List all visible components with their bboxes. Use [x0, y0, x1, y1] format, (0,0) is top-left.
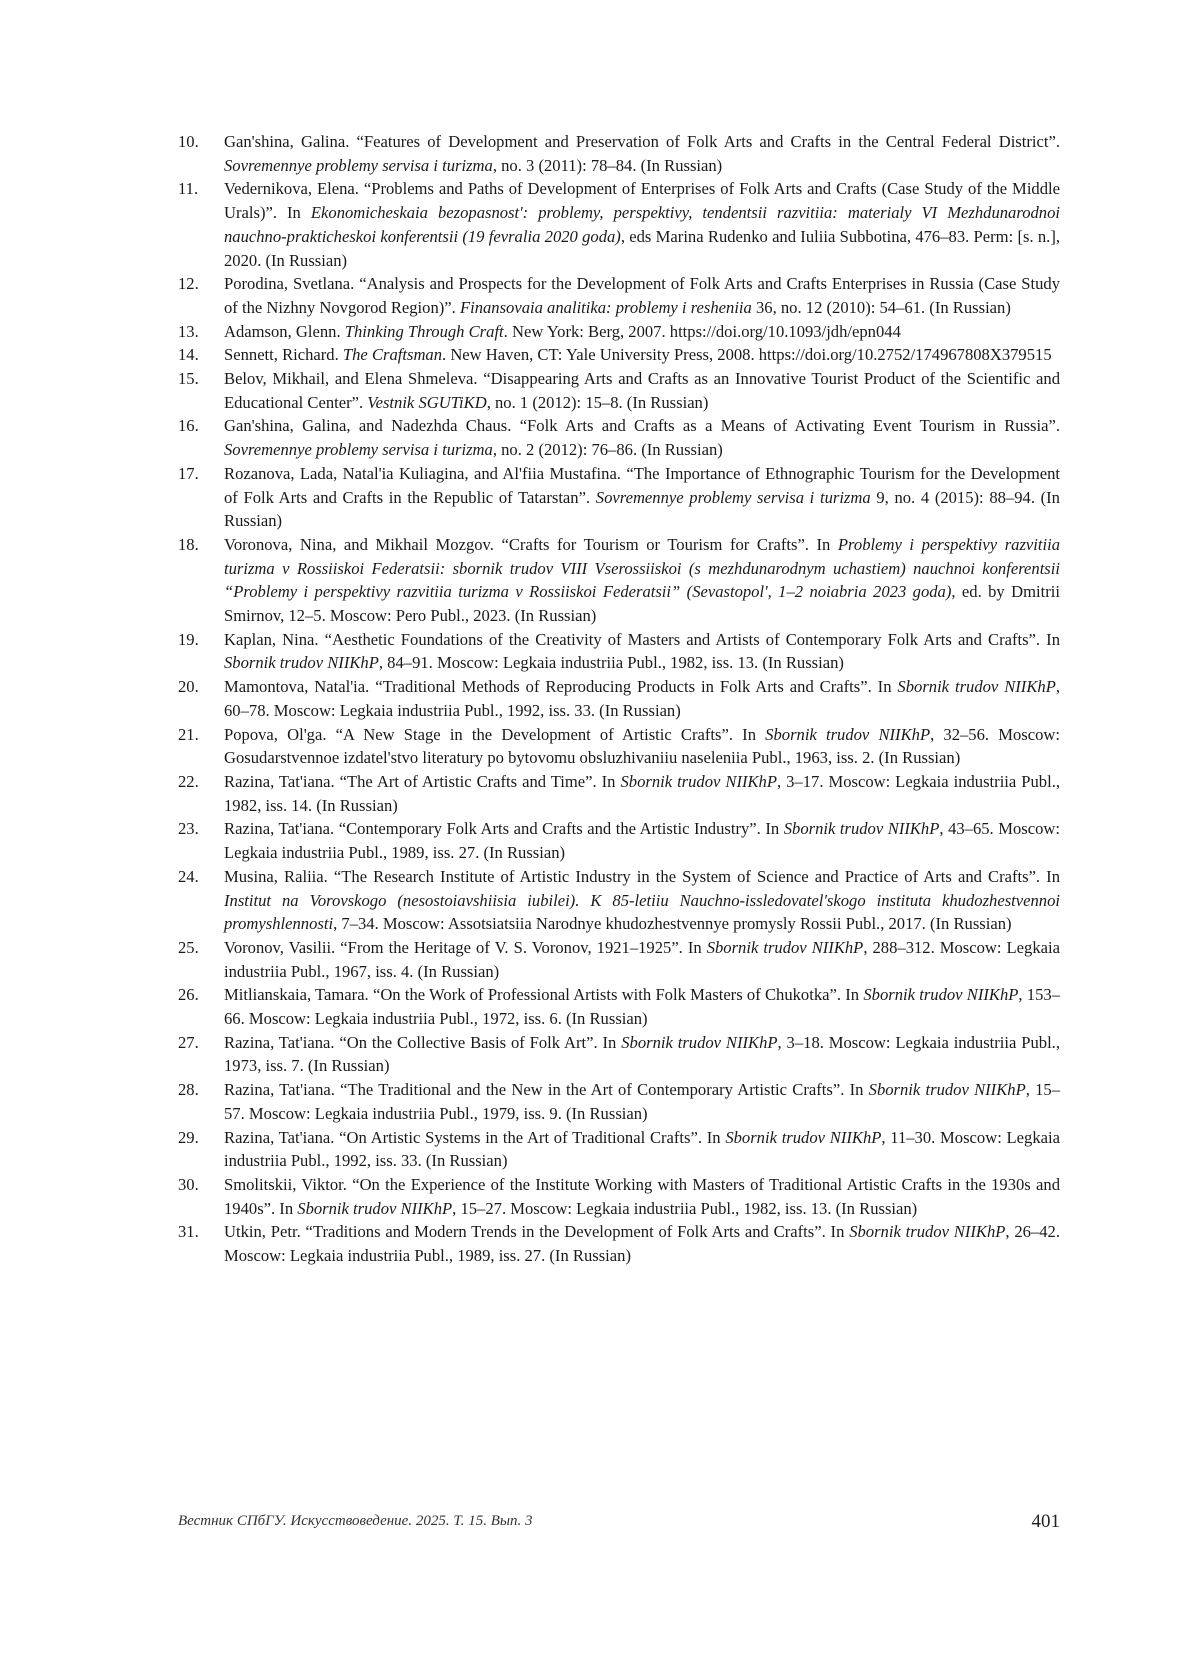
reference-text: Smolitskii, Viktor. “On the Experience of the Institute Working with Masters of Traditional Artistic Crafts in the 1930s and 1940s”. In [224, 1174, 1060, 1218]
reference-item [178, 723, 1060, 770]
reference-source-title: Sbornik trudov NIIKhP [783, 819, 940, 839]
reference-text: Adamson, Glenn. [224, 321, 345, 341]
reference-number: 29. [178, 1127, 199, 1147]
reference-details: , 288–312. Moscow: Legkaia industriia Publ., 1967, iss. 4. (In Russian) [224, 937, 1060, 981]
reference-source-title: Sbornik trudov NIIKhP [849, 1222, 1006, 1242]
reference-text: Razina, Tat'iana. “On Artistic Systems in the Art of Traditional Crafts”. In [224, 1127, 726, 1147]
reference-text: Popova, Ol'ga. “A New Stage in the Development of Artistic Crafts”. In [224, 724, 766, 744]
reference-source-title: Sbornik trudov NIIKhP [725, 1127, 882, 1147]
reference-details: , 15–57. Moscow: Legkaia industriia Publ., 1979, iss. 9. (In Russian) [224, 1080, 1060, 1123]
reference-item [178, 177, 1060, 272]
reference-text: Razina, Tat'iana. “The Traditional and the New in the Art of Contemporary Artistic Crafts”. In [224, 1080, 869, 1100]
reference-item [178, 1173, 1060, 1220]
reference-details: , 60–78. Moscow: Legkaia industriia Publ., 1992, iss. 33. (In Russian) [224, 677, 1060, 720]
reference-item [178, 817, 1060, 864]
reference-details: , 3–17. Moscow: Legkaia industriia Publ., 1982, iss. 14. (In Russian) [224, 771, 1060, 815]
reference-source-title: Problemy i perspektivy razvitiia turizma v Rossiiskoi Federatsii: sbornik trudov VIII Vserossiiskoi (s mezhdunarodnym uchastiem) nauchnoi konferentsii “Problemy i perspektivy razvitiia turizma v Rossiiskoi Federatsii” (Sevastopol', 1–2 noiabria 2023 goda) [224, 534, 1061, 602]
reference-details: , eds Marina Rudenko and Iuliia Subbotina, 476–83. Perm: [s. n.], 2020. (In Russian) [224, 226, 1060, 270]
reference-source-title: Sovremennye problemy servisa i turizma [224, 440, 493, 460]
reference-list [178, 130, 1060, 1268]
reference-number: 26. [178, 985, 199, 1005]
reference-text: Mitlianskaia, Tamara. “On the Work of Professional Artists with Folk Masters of Chukotka”. In [224, 985, 864, 1005]
reference-source-title: Sbornik trudov NIIKhP [765, 724, 931, 744]
reference-number: 15. [178, 369, 199, 389]
reference-number: 13. [178, 321, 199, 341]
reference-item [178, 367, 1060, 414]
reference-number: 22. [178, 771, 199, 791]
reference-item [178, 130, 1060, 177]
reference-details: 36, no. 12 (2010): 54–61. (In Russian) [751, 297, 1011, 317]
reference-item [178, 675, 1060, 722]
reference-source-title: Thinking Through Craft [344, 321, 504, 341]
reference-item [178, 414, 1060, 461]
reference-number: 24. [178, 866, 199, 886]
reference-details: 9, no. 4 (2015): 88–94. (In Russian) [224, 487, 1060, 531]
reference-source-title: Sbornik trudov NIIKhP [868, 1080, 1026, 1100]
reference-details: , 43–65. Moscow: Legkaia industriia Publ., 1989, iss. 27. (In Russian) [224, 819, 1061, 863]
reference-source-title: Vestnik SGUTiKD [367, 392, 487, 412]
reference-item [178, 462, 1060, 533]
reference-details: , 11–30. Moscow: Legkaia industriia Publ., 1992, iss. 33. (In Russian) [224, 1127, 1060, 1171]
reference-details: , 7–34. Moscow: Assotsiatsiia Narodnye khudozhestvennye promysly Rossii Publ., 2017. (In Russian) [333, 914, 1012, 934]
reference-details: , 3–18. Moscow: Legkaia industriia Publ., 1973, iss. 7. (In Russian) [224, 1032, 1060, 1076]
reference-details: , 153–66. Moscow: Legkaia industriia Publ., 1972, iss. 6. (In Russian) [224, 985, 1060, 1029]
reference-text: Utkin, Petr. “Traditions and Modern Trends in the Development of Folk Arts and Crafts”. In [224, 1222, 850, 1242]
reference-details: , no. 3 (2011): 78–84. (In Russian) [492, 155, 723, 175]
reference-text: Kaplan, Nina. “Aesthetic Foundations of the Creativity of Masters and Artists of Contemporary Folk Arts and Crafts”. In [224, 629, 1060, 649]
reference-details: . New York: Berg, 2007. https://doi.org/10.1093/jdh/epn044 [503, 321, 901, 341]
reference-number: 31. [178, 1222, 199, 1242]
reference-source-title: Sbornik trudov NIIKhP [897, 677, 1056, 697]
reference-number: 17. [178, 463, 199, 483]
reference-details: , 15–27. Moscow: Legkaia industriia Publ., 1982, iss. 13. (In Russian) [452, 1198, 918, 1218]
reference-number: 10. [178, 132, 199, 151]
reference-item [178, 533, 1060, 628]
reference-source-title: Sbornik trudov NIIKhP [297, 1198, 453, 1218]
reference-text: Razina, Tat'iana. “Contemporary Folk Arts and Crafts and the Artistic Industry”. In [224, 819, 784, 839]
reference-details: , ed. by Dmitrii Smirnov, 12–5. Moscow: Pero Publ., 2023. (In Russian) [224, 582, 1060, 626]
reference-text: Gan'shina, Galina, and Nadezhda Chaus. “Folk Arts and Crafts as a Means of Activating Event Tourism in Russia”. [224, 416, 1060, 436]
reference-item [178, 983, 1060, 1030]
reference-number: 30. [178, 1174, 199, 1194]
reference-source-title: Sbornik trudov NIIKhP [224, 653, 379, 673]
reference-text: Musina, Raliia. “The Research Institute of Artistic Industry in the System of Science and Practice of Arts and Crafts”. In [224, 866, 1060, 886]
journal-citation: Вестник СПбГУ. Искусствоведение. 2025. Т. 15. Вып. 3 [178, 1513, 533, 1529]
reference-number: 21. [178, 724, 199, 744]
reference-item [178, 343, 1060, 367]
reference-details: . New Haven, CT: Yale University Press, 2008. https://doi.org/10.2752/174967808X379515 [442, 345, 1052, 365]
reference-number: 28. [178, 1080, 199, 1100]
reference-text: Razina, Tat'iana. “The Art of Artistic Crafts and Time”. In [224, 771, 621, 791]
reference-text: Vedernikova, Elena. “Problems and Paths of Development of Enterprises of Folk Arts and Crafts (Case Study of the Middle Urals)”. In [224, 179, 1060, 223]
reference-text: Mamontova, Natal'ia. “Traditional Methods of Reproducing Products in Folk Arts and Crafts”. In [224, 677, 898, 697]
reference-number: 12. [178, 274, 199, 294]
reference-number: 23. [178, 819, 199, 839]
reference-text: Rozanova, Lada, Natal'ia Kuliagina, and Al'fiia Mustafina. “The Importance of Ethnographic Tourism for the Development of Folk Arts and Crafts in the Republic of Tatarstan”. [224, 463, 1060, 507]
page-number: 401 [1031, 1511, 1060, 1532]
reference-number: 18. [178, 534, 199, 554]
reference-item [178, 770, 1060, 817]
reference-text: Razina, Tat'iana. “On the Collective Basis of Folk Art”. In [224, 1032, 622, 1052]
reference-item [178, 1220, 1060, 1267]
reference-item [178, 936, 1060, 983]
reference-number: 11. [178, 179, 199, 199]
reference-item [178, 628, 1060, 675]
reference-item [178, 1078, 1060, 1125]
reference-source-title: Sbornik trudov NIIKhP [706, 937, 864, 957]
reference-details: , 32–56. Moscow: Gosudarstvennoe izdatel'stvo literatury po bytovomu obsluzhivaniiu naseleniia Publ., 1963, iss. 2. (In Russian) [224, 724, 1060, 768]
reference-source-title: Sovremennye problemy servisa i turizma [224, 155, 493, 175]
reference-number: 19. [178, 629, 199, 649]
reference-source-title: Sbornik trudov NIIKhP [620, 771, 777, 791]
reference-source-title: Finansovaia analitika: problemy i resheniia [459, 297, 752, 317]
reference-text: Gan'shina, Galina. “Features of Development and Preservation of Folk Arts and Crafts in the Central Federal District”. [224, 132, 1060, 151]
reference-item [178, 1031, 1060, 1078]
reference-item [178, 865, 1060, 936]
reference-item [178, 320, 1060, 344]
reference-text: Belov, Mikhail, and Elena Shmeleva. “Disappearing Arts and Crafts as an Innovative Tourist Product of the Scientific and Educational Center”. [224, 369, 1060, 412]
reference-source-title: Sovremennye problemy servisa i turizma [595, 487, 871, 507]
reference-number: 25. [178, 937, 199, 957]
reference-item [178, 272, 1060, 319]
reference-text: Porodina, Svetlana. “Analysis and Prospects for the Development of Folk Arts and Crafts Enterprises in Russia (Case Study of the Nizhny Novgorod Region)”. [224, 274, 1060, 317]
reference-details: , no. 1 (2012): 15–8. (In Russian) [486, 392, 709, 412]
reference-number: 20. [178, 677, 199, 697]
reference-details: , 84–91. Moscow: Legkaia industriia Publ., 1982, iss. 13. (In Russian) [378, 653, 844, 673]
reference-source-title: Sbornik trudov NIIKhP [621, 1032, 778, 1052]
reference-number: 27. [178, 1032, 199, 1052]
page-footer [178, 1511, 1060, 1541]
reference-details: , no. 2 (2012): 76–86. (In Russian) [492, 440, 723, 460]
reference-source-title: Institut na Vorovskogo (nesostoiavshiisia iubilei). K 85-letiiu Nauchno-issledovatel'skogo instituta khudozhestvennoi promyshlennosti [224, 890, 1060, 934]
reference-source-title: Ekonomicheskaia bezopasnost': problemy, perspektivy, tendentsii razvitiia: materialy VI Mezhdunarodnoi nauchno-prakticheskoi konferentsii (19 fevralia 2020 goda) [224, 203, 1060, 246]
reference-number: 16. [178, 416, 199, 436]
reference-source-title: The Craftsman [342, 345, 443, 365]
reference-text: Voronov, Vasilii. “From the Heritage of V. S. Voronov, 1921–1925”. In [224, 937, 707, 957]
reference-text: Sennett, Richard. [224, 345, 343, 365]
reference-text: Voronova, Nina, and Mikhail Mozgov. “Crafts for Tourism or Tourism for Crafts”. In [224, 534, 838, 554]
reference-item [178, 1126, 1060, 1173]
reference-source-title: Sbornik trudov NIIKhP [863, 985, 1019, 1005]
reference-details: , 26–42. Moscow: Legkaia industriia Publ., 1989, iss. 27. (In Russian) [224, 1222, 1060, 1266]
reference-number: 14. [178, 345, 199, 365]
